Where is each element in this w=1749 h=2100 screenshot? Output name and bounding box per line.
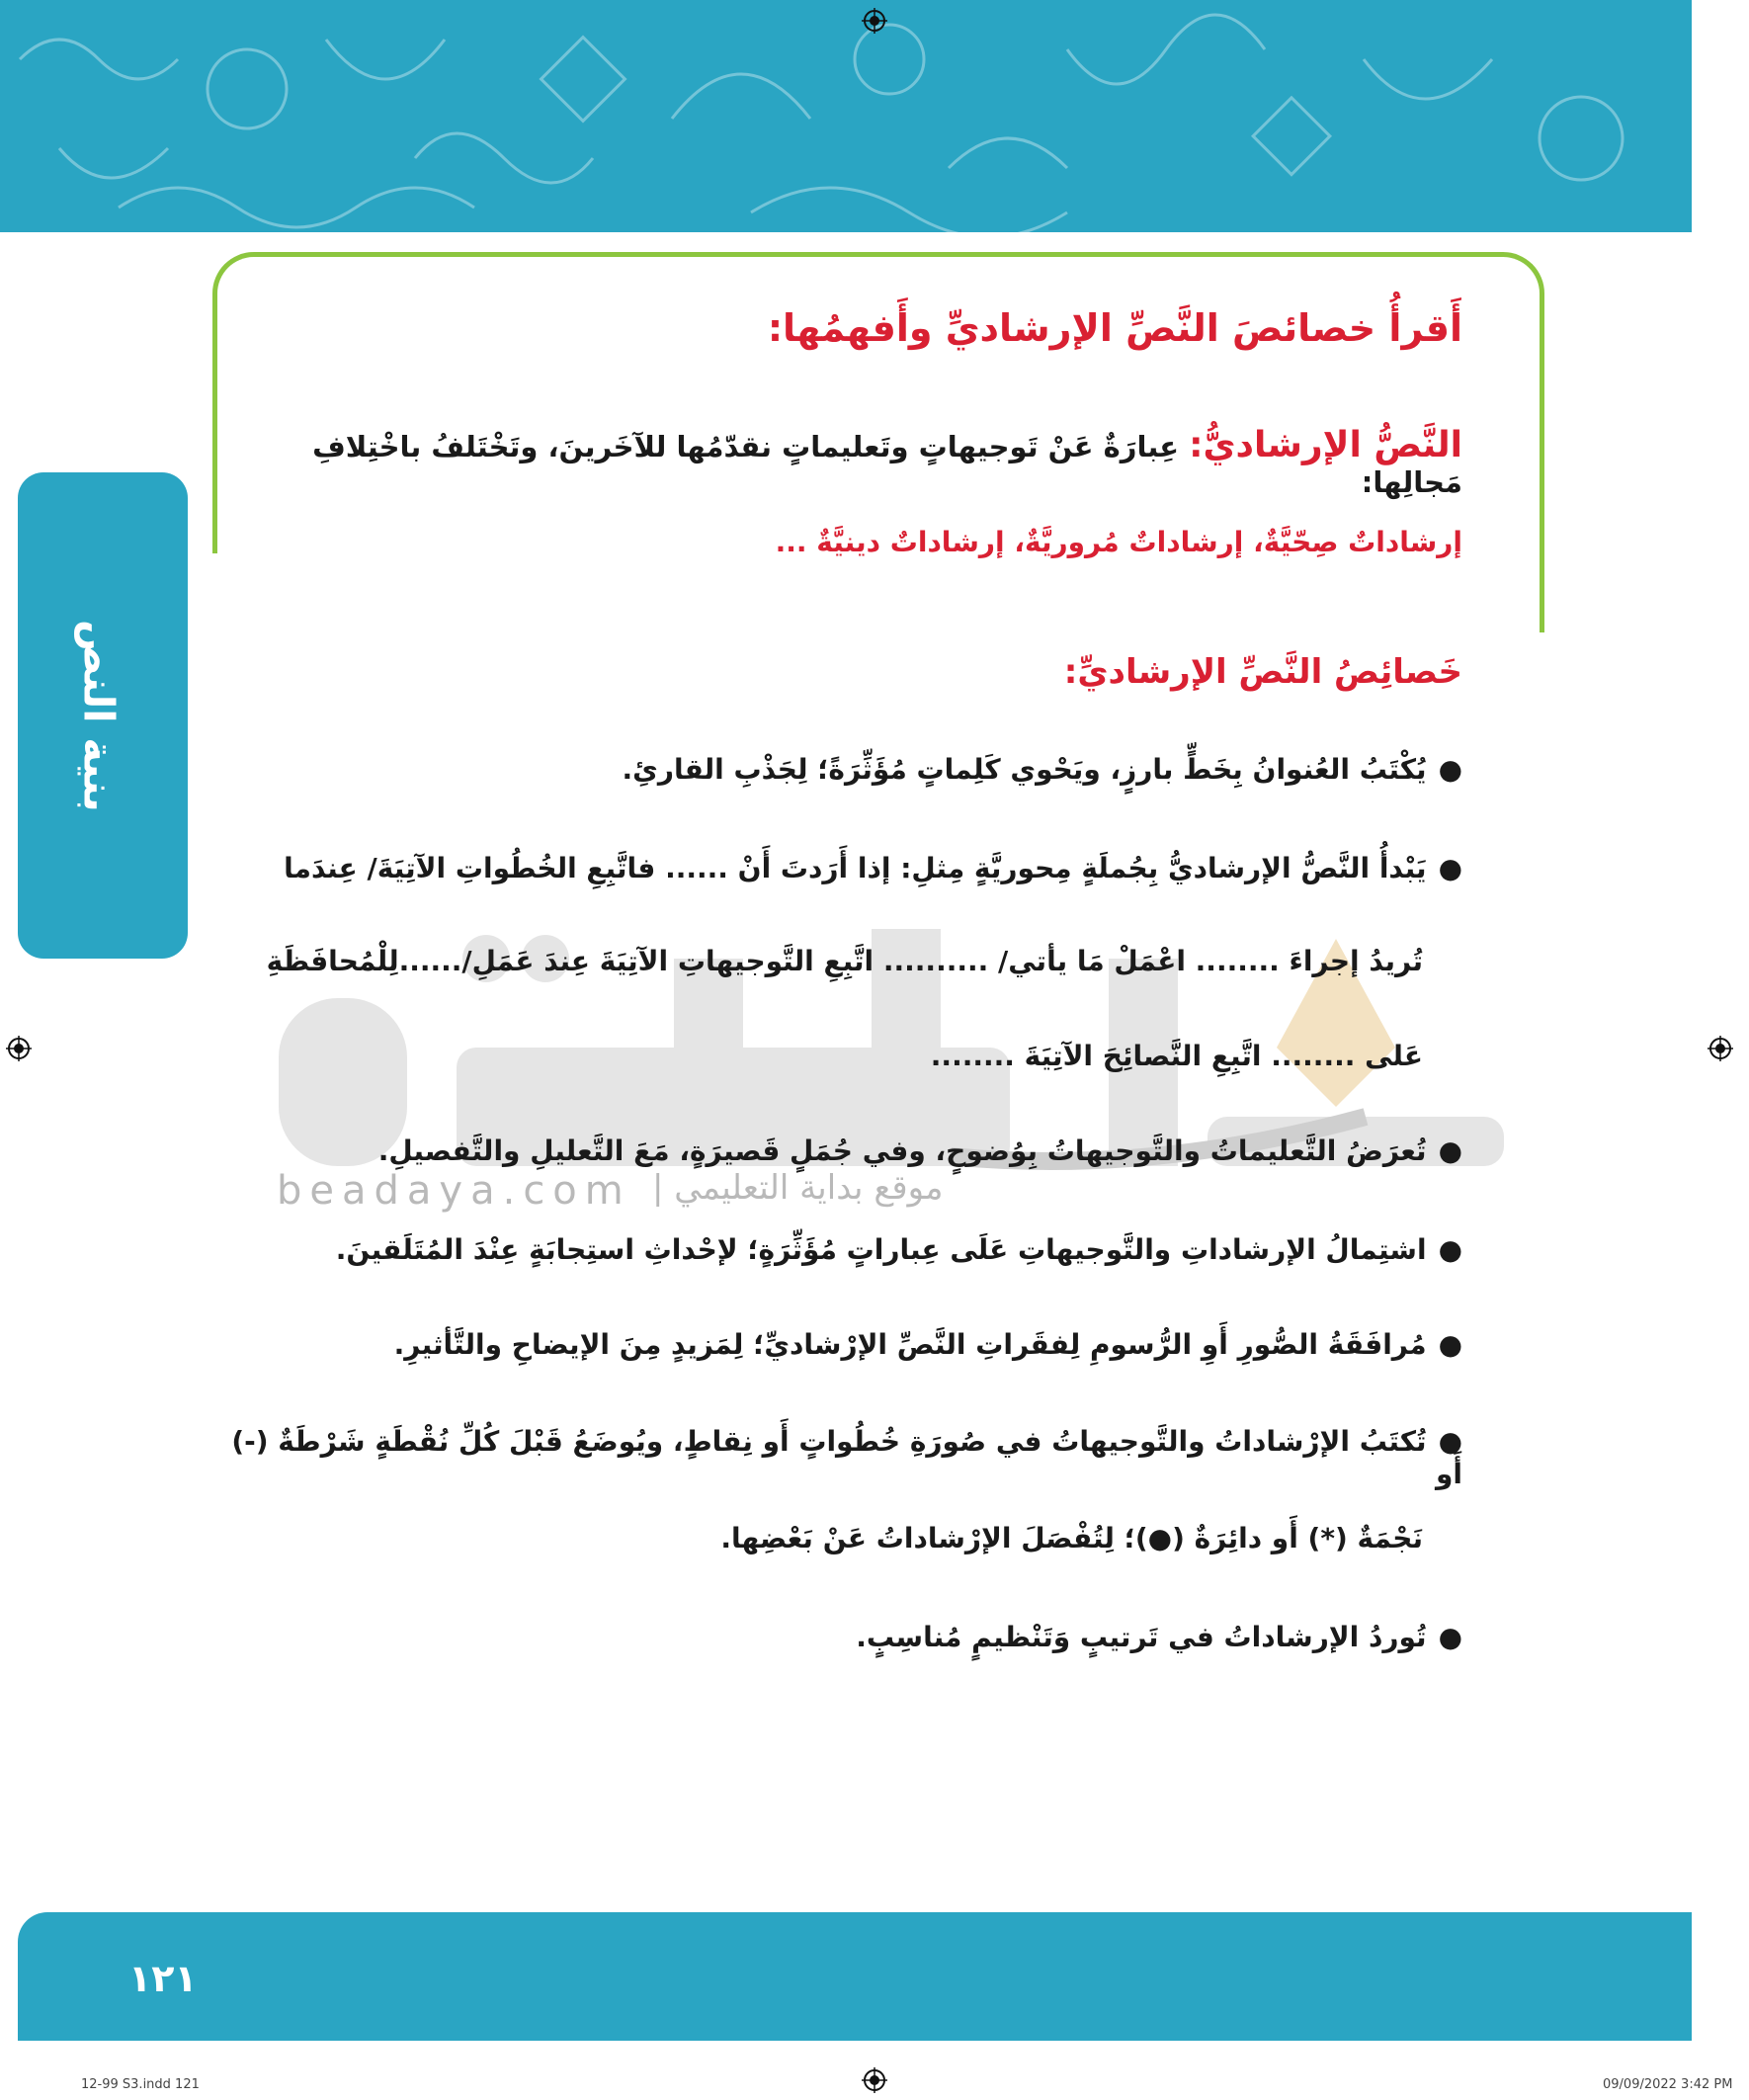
definition-line bbox=[227, 425, 1462, 499]
bullet-dot: ● bbox=[1438, 1134, 1462, 1167]
page-number: ١٢١ bbox=[128, 1957, 198, 2000]
print-slug-left: 12-99 S3.indd 121 bbox=[81, 2077, 200, 2092]
bullet-dot: ● bbox=[1438, 753, 1462, 786]
watermark-arabic: | موقع بداية التعليمي bbox=[652, 1168, 944, 1208]
characteristics-heading: خَصائِصُ النَّصِّ الإرشاديِّ: bbox=[1063, 652, 1462, 692]
list-item: ●تُكتَبُ الإرْشاداتُ والتَّوجيهاتُ في صُورَةِ خُطُواتٍ أَو نِقاطٍ، ويُوضَعُ قَبْلَ كُلِّ نُقْطَةٍ شَرْطَةٌ (-) أَو bbox=[231, 1425, 1462, 1490]
list-item: ●مُرافَقَةُ الصُّورِ أَوِ الرُّسومِ لِفقَراتِ النَّصِّ الإرْشاديِّ؛ لِمَزيدٍ مِنَ الإيضاحِ والتَّأثيرِ. bbox=[393, 1328, 1462, 1361]
page-heading: أَقرأُ خصائصَ النَّصِّ الإرشاديِّ وأَفهمُها: bbox=[767, 306, 1462, 350]
bullet-dot: ● bbox=[1438, 1425, 1462, 1458]
bullet-dot: ● bbox=[1438, 1233, 1462, 1266]
list-item: ●يَبْدأُ النَّصُّ الإرشاديُّ بِجُملَةٍ مِحوريَّةٍ مِثلِ: إذا أَرَدتَ أَنْ ...... فاتَّبِعِ الخُطُواتِ الآتِيَةَ/ عِندَما bbox=[284, 852, 1462, 884]
list-item: ●يُكْتَبُ العُنوانُ بِخَطٍّ بارزٍ، ويَحْوي كَلِماتٍ مُؤَثِّرَةً؛ لِجَذْبِ القارئِ. bbox=[622, 753, 1462, 786]
bottom-bar bbox=[18, 1912, 1692, 2041]
list-item-continuation: عَلى ........ اتَّبِعِ النَّصائِحَ الآتِيَةَ ........ bbox=[930, 1040, 1423, 1072]
list-item-continuation: تُريدُ إجراءَ ........ اعْمَلْ مَا يأتي/ .......... اتَّبِعِ التَّوجيهاتِ الآتِيَةَ عِندَ عَمَلِ/......لِلْمُحافَظَةِ bbox=[266, 945, 1423, 977]
registration-mark-icon bbox=[1707, 1036, 1733, 1061]
list-item: ●تُوردُ الإرشاداتُ في تَرتيبٍ وَتَنْظيمٍ مُناسِبٍ. bbox=[856, 1621, 1462, 1653]
top-banner bbox=[0, 0, 1692, 232]
definition-term: النَّصُّ الإرشاديُّ: bbox=[1189, 425, 1462, 465]
list-item: ●اشتِمالُ الإرشاداتِ والتَّوجيهاتِ عَلَى عِباراتٍ مُؤَثِّرَةٍ؛ لإحْداثِ استِجابَةٍ عِنْدَ المُتَلَقينَ. bbox=[335, 1233, 1462, 1266]
bullet-dot: ● bbox=[1438, 1621, 1462, 1653]
bullet-dot: ● bbox=[1438, 1328, 1462, 1361]
side-tab-label: بنية النص bbox=[74, 619, 124, 812]
calligraphy-pattern bbox=[0, 0, 1692, 232]
list-item: ●تُعرَضُ التَّعليماتُ والتَّوجيهاتُ بِوُضوحٍ، وفي جُمَلٍ قَصيرَةٍ، مَعَ التَّعليلِ والتَّفصيلِ. bbox=[377, 1134, 1462, 1167]
examples-line: إرشاداتٌ صِحّيَّةٌ، إرشاداتٌ مُروريَّةٌ، إرشاداتٌ دينيَّةٌ ... bbox=[775, 526, 1462, 558]
registration-mark-icon bbox=[862, 8, 887, 34]
registration-mark-icon bbox=[6, 1036, 32, 1061]
print-slug-right: 09/09/2022 3:42 PM bbox=[1603, 2077, 1733, 2092]
bullet-dot: ● bbox=[1438, 852, 1462, 884]
list-item-continuation: نَجْمَةٌ (*) أَو دائِرَةٌ (●)؛ لِتُفْصَلَ الإرْشاداتُ عَنْ بَعْضِها. bbox=[720, 1522, 1423, 1554]
watermark-latin: beadaya.com bbox=[277, 1168, 631, 1214]
registration-mark-icon bbox=[862, 2067, 887, 2093]
definition-body: عِبارَةٌ عَنْ تَوجيهاتٍ وتَعليماتٍ نقدّمُها للآخَرينَ، وتَخْتَلفُ باخْتِلافِ مَجالِها: bbox=[312, 430, 1462, 499]
